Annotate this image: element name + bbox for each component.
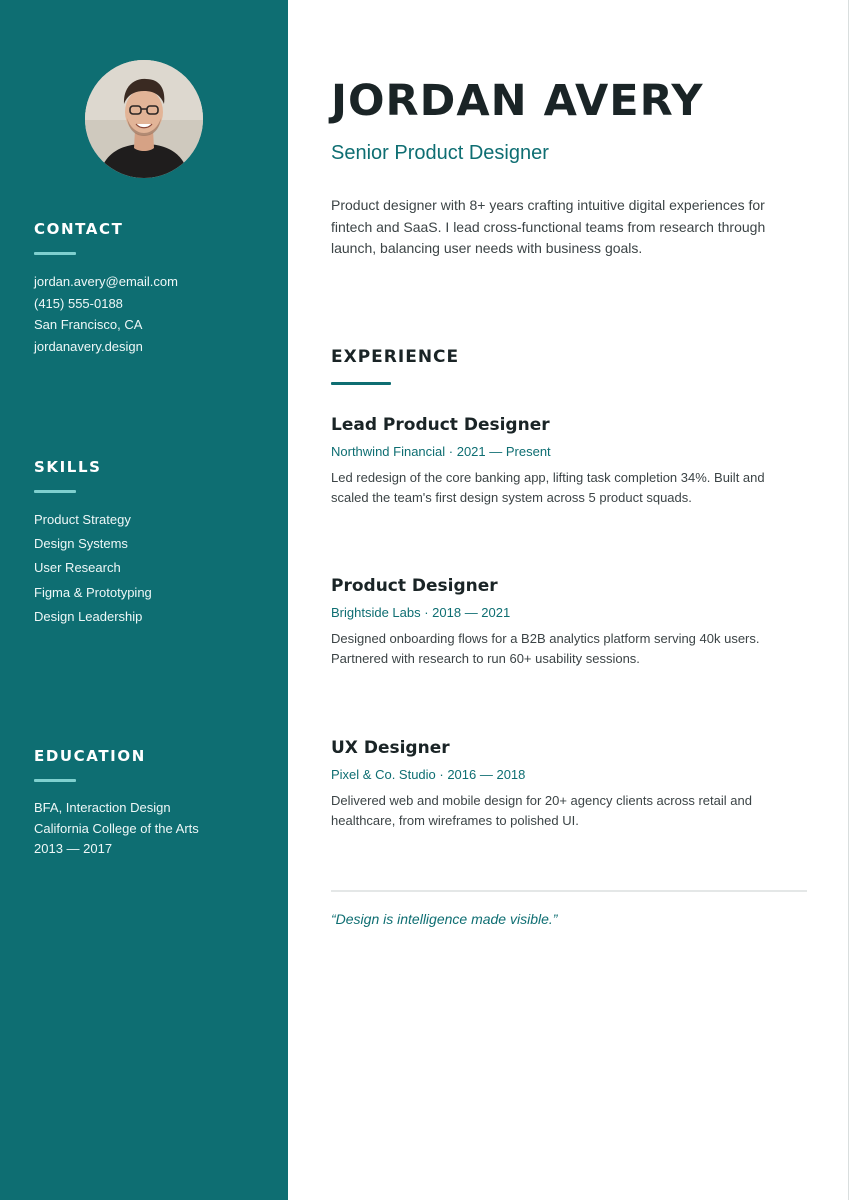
education-divider <box>34 779 76 782</box>
job-meta: Pixel & Co. Studio · 2016 — 2018 <box>331 767 526 782</box>
education-section <box>34 747 264 860</box>
skills-heading: SKILLS <box>34 458 102 476</box>
skill-item: Figma & Prototyping <box>34 584 152 600</box>
experience-divider <box>331 382 391 385</box>
person-name: JORDAN AVERY <box>331 76 704 126</box>
education-heading: EDUCATION <box>34 747 146 765</box>
contact-section <box>34 220 264 357</box>
skills-section <box>34 458 264 629</box>
education-school: California College of the Arts <box>34 820 199 836</box>
skills-divider <box>34 490 76 493</box>
contact-website[interactable]: jordanavery.design <box>34 338 143 354</box>
sidebar <box>0 0 288 1200</box>
contact-divider <box>34 252 76 255</box>
contact-list <box>34 271 264 357</box>
education-years: 2013 — 2017 <box>34 841 113 857</box>
job-description: Led redesign of the core banking app, lifting task completion 34%. Built and scaled the team's first design system across 5 product squads. <box>331 470 765 505</box>
job-meta: Brightside Labs · 2018 — 2021 <box>331 605 511 620</box>
profile-photo <box>85 60 203 178</box>
contact-phone[interactable]: (415) 555-0188 <box>34 295 123 311</box>
skill-item: Design Leadership <box>34 608 143 624</box>
skill-item: Product Strategy <box>34 512 131 527</box>
job-title: Product Designer <box>331 576 498 596</box>
avatar-portrait-icon <box>85 60 203 178</box>
education-list <box>34 798 264 860</box>
job-description: Designed onboarding flows for a B2B analytics platform serving 40k users. Partnered with research to run 60+ usability sessions. <box>331 631 760 666</box>
quote-divider <box>331 890 807 892</box>
experience-heading: EXPERIENCE <box>331 347 460 367</box>
education-degree: BFA, Interaction Design <box>34 800 171 815</box>
contact-email[interactable]: jordan.avery@email.com <box>34 274 178 289</box>
skill-item: User Research <box>34 560 121 576</box>
job-title: Lead Product Designer <box>331 415 550 435</box>
quote-text: “Design is intelligence made visible.” <box>331 911 558 927</box>
profile-summary: Product designer with 8+ years crafting intuitive digital experiences for fintech and SaaS. I lead cross-functional teams from research through launch, balancing user needs with business goals. <box>331 197 766 257</box>
contact-location: San Francisco, CA <box>34 317 143 333</box>
job-description: Delivered web and mobile design for 20+ agency clients across retail and healthcare, from wireframes to polished UI. <box>331 793 752 828</box>
job-meta: Northwind Financial · 2021 — Present <box>331 444 551 459</box>
job-title: UX Designer <box>331 738 450 758</box>
job-entry <box>331 576 801 668</box>
skill-item: Design Systems <box>34 536 128 552</box>
person-title: Senior Product Designer <box>331 142 549 164</box>
skills-list <box>34 508 264 629</box>
contact-heading: CONTACT <box>34 220 124 238</box>
job-entry <box>331 415 801 507</box>
job-entry <box>331 738 801 830</box>
